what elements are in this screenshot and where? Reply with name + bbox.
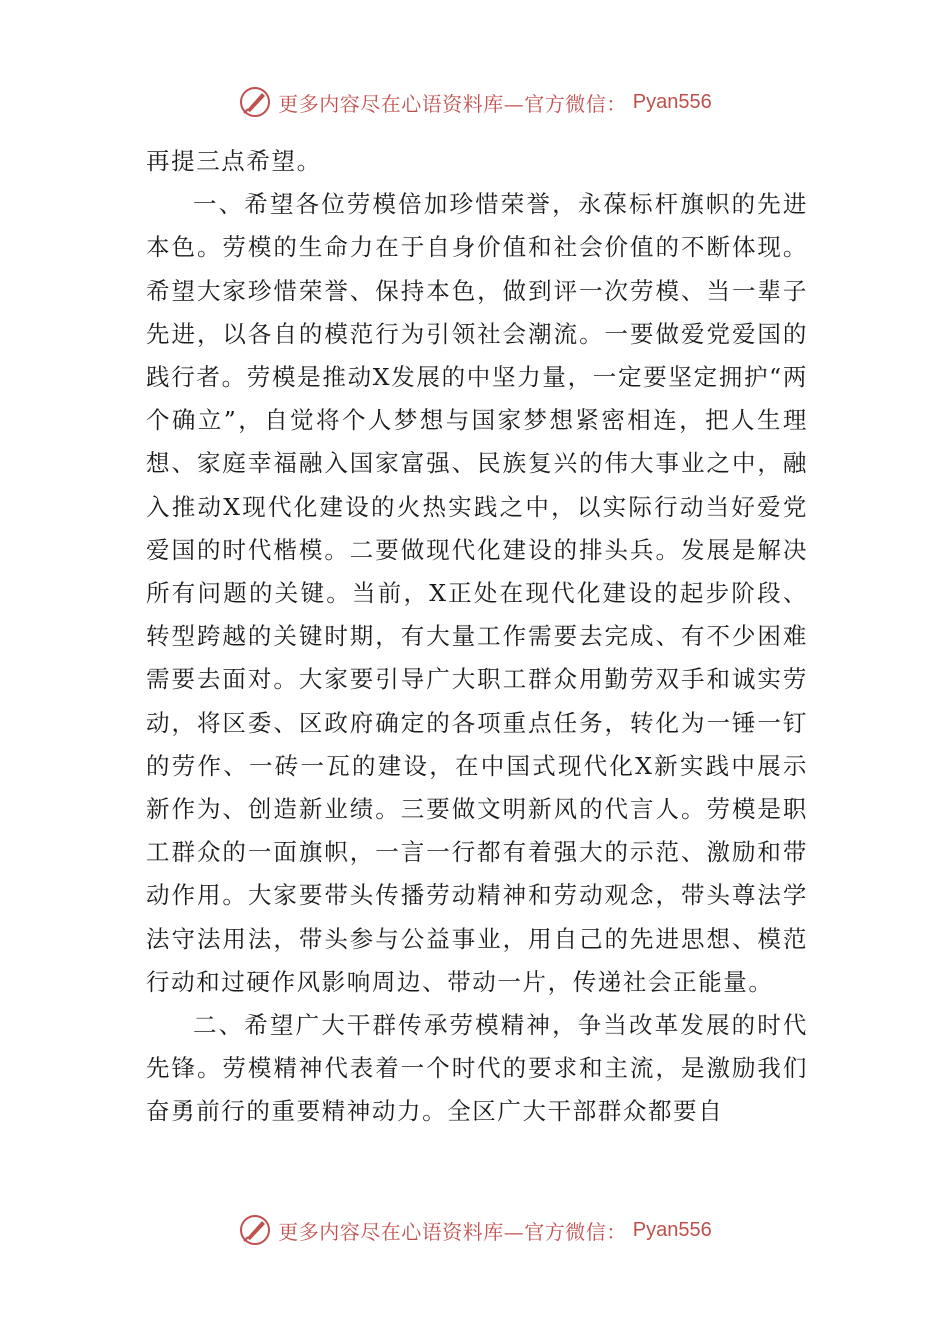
wechat-id: Pyan556 <box>632 1218 712 1241</box>
wechat-id: Pyan556 <box>632 90 712 113</box>
paragraph-intro: 再提三点希望。 <box>146 147 322 175</box>
watermark-text: 更多内容尽在心语资料库—官方微信： <box>278 91 627 116</box>
header-watermark-banner <box>0 84 950 120</box>
paragraph-hope-one: 一、希望各位劳模倍加珍惜荣誉，永葆标杆旗帜的先进本色。劳模的生命力在于自身价值和社会价值的不断体现。希望大家珍惜荣誉、保持本色，做到评一次劳模、当一辈子先进，以各自的模范行为引领社会潮流。一要做爱党爱国的践行者。劳模是推动X发展的中坚力量，一定要坚定拥护“两个确立”，自觉将个人梦想与国家梦想紧密相连，把人生理想、家庭幸福融入国家富强、民族复兴的伟大事业之中，融入推动X现代化建设的火热实践之中，以实际行动当好爱党爱国的时代楷模。二要做现代化建设的排头兵。发展是解决所有问题的关键。当前，X正处在现代化建设的起步阶段、转型跨越的关键时期，有大量工作需要去完成、有不少困难需要去面对。大家要引导广大职工群众用勤劳双手和诚实劳动，将区委、区政府确定的各项重点任务，转化为一锤一钉的劳作、一砖一瓦的建设，在中国式现代化X新实践中展示新作为、创造新业绩。三要做文明新风的代言人。劳模是职工群众的一面旗帜，一言一行都有着强大的示范、激励和带动作用。大家要带头传播劳动精神和劳动观念，带头尊法学法守法用法，带头参与公益事业，用自己的先进思想、模范行动和过硬作风影响周边、带动一片，传递社会正能量。 <box>146 190 808 996</box>
quill-pen-logo-icon <box>238 85 272 119</box>
document-body <box>146 140 808 1134</box>
footer-watermark-banner <box>0 1212 950 1248</box>
paragraph-hope-two: 二、希望广大干群传承劳模精神，争当改革发展的时代先锋。劳模精神代表着一个时代的要求和主流，是激励我们奋勇前行的重要精神动力。全区广大干部群众都要自 <box>146 1011 808 1126</box>
quill-pen-logo-icon <box>238 1213 272 1247</box>
watermark-text: 更多内容尽在心语资料库—官方微信： <box>278 1219 627 1244</box>
